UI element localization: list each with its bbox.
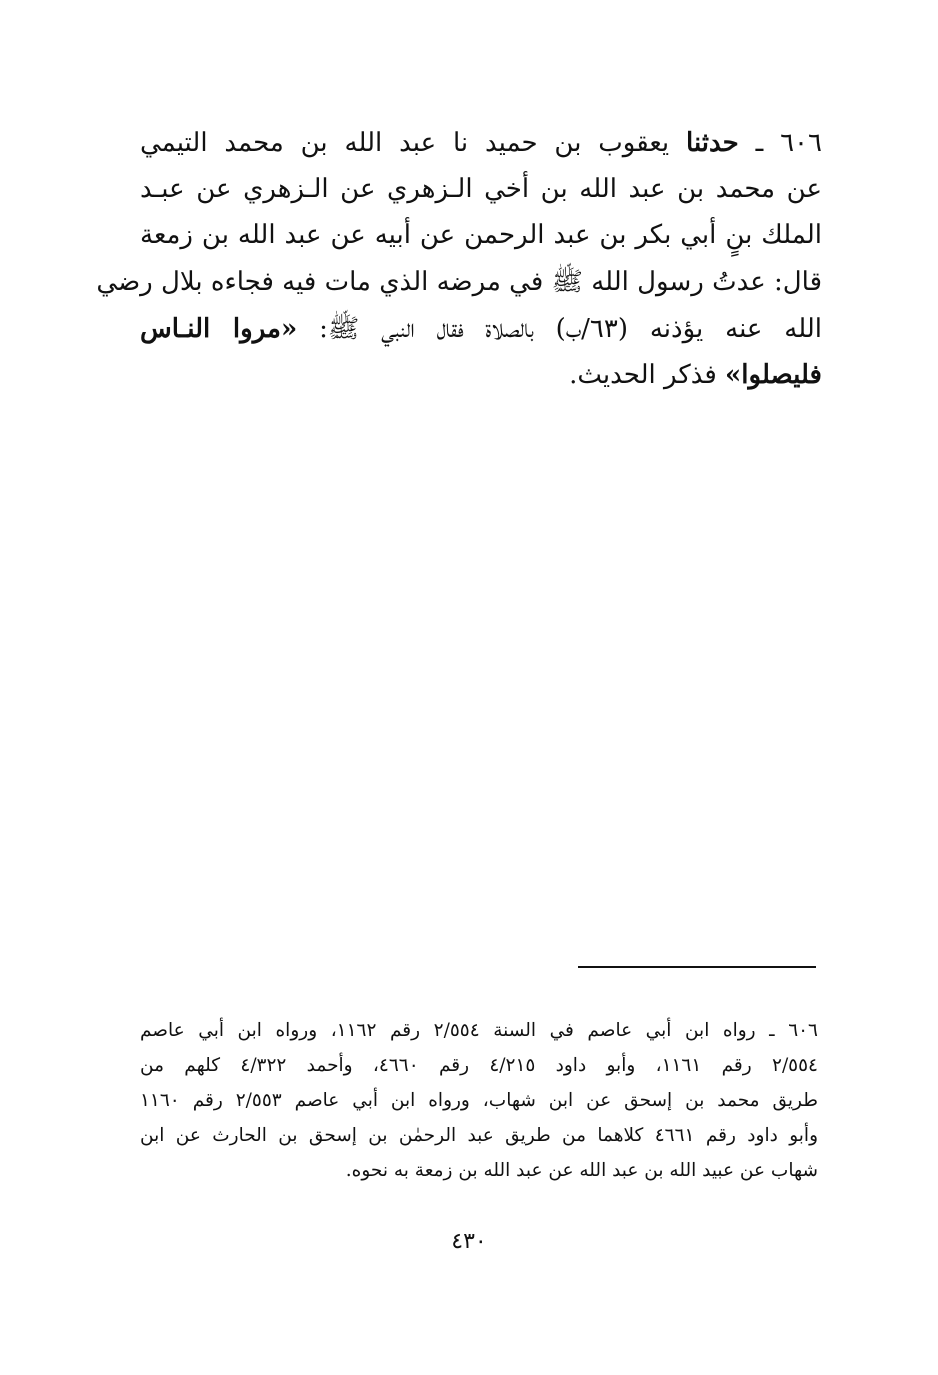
- footnote-line-3: طريق محمد بن إسحق عن ابن شهاب، ورواه ابن أبي عاصم ٢/٥٥٣ رقم ١١٦٠: [140, 1090, 818, 1111]
- hadith-number: ٦٠٦ ـ: [738, 128, 822, 158]
- hadith-line-2: عن محمد بن عبد الله بن أخي الـزهري عن الـزهري عن عبـد: [140, 174, 822, 204]
- footnote-line-5: شهاب عن عبيد الله بن عبد الله عن عبد الله بن زمعة به نحوه.: [345, 1160, 818, 1181]
- hadith-line-4: قال: عدتُ رسول الله ﷺ في مرضه الذي مات فيه فجاءه بلال رضي: [96, 267, 822, 297]
- hadith-line-1-text: يعقوب بن حميد نا عبد الله بن محمد التيمي: [140, 128, 687, 158]
- hadith-line-5-text: الله عنه يؤذنه (٦٣/ب) بالصلاة فقال النبي ﷺ:: [297, 314, 823, 344]
- prophet-quote-start: «مروا النـاس: [140, 314, 298, 344]
- hadith-lead-word: حدثنا: [686, 128, 739, 158]
- hadith-line-6-text: فذكر الحديث.: [569, 360, 726, 390]
- hadith-line-1: [140, 121, 822, 165]
- hadith-line-5: [140, 307, 822, 351]
- prophet-quote-end: فليصلوا»: [725, 360, 822, 390]
- page-number: ٤٣٠: [451, 1229, 487, 1254]
- hadith-line-3: الملك بنٍ أبي بكر بن عبد الرحمن عن أبيه عن عبد الله بن زمعة: [140, 220, 822, 250]
- footnote-line-2: ٢/٥٥٤ رقم ١١٦١، وأبو داود ٤/٢١٥ رقم ٤٦٦٠، وأحمد ٤/٣٢٢ كلهم من: [140, 1055, 818, 1076]
- footnote-divider: [578, 966, 816, 968]
- footnote-line-1: ٦٠٦ ـ رواه ابن أبي عاصم في السنة ٢/٥٥٤ رقم ١١٦٢، ورواه ابن أبي عاصم: [140, 1020, 818, 1041]
- footnote-line-4: وأبو داود رقم ٤٦٦١ كلاهما من طريق عبد الرحمٰن بن إسحق بن الحارث عن ابن: [140, 1125, 819, 1146]
- hadith-line-6: [140, 353, 822, 397]
